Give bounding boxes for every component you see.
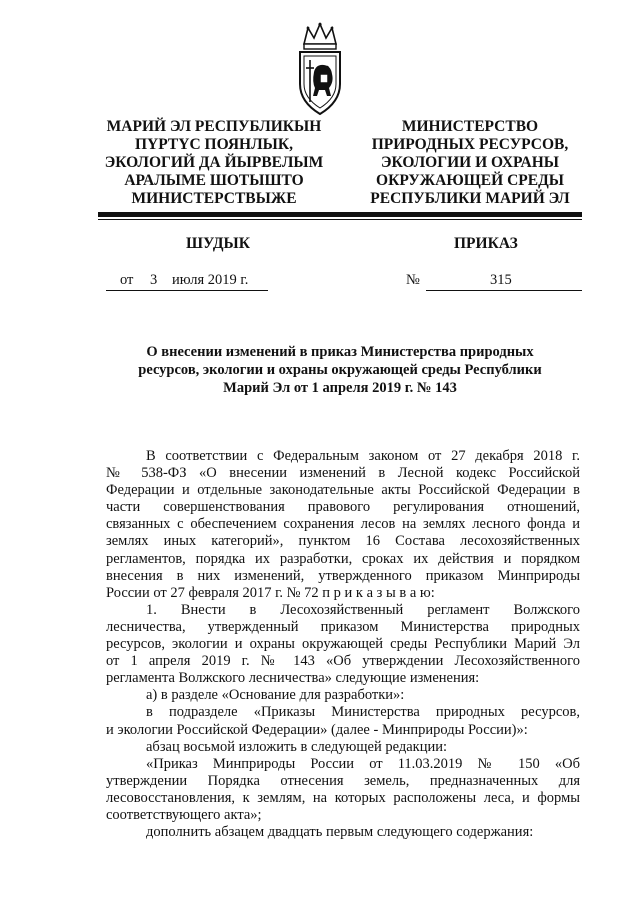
body-line: дополнить абзацем двадцать первым следующего содержания: <box>146 824 534 841</box>
header-divider-thin <box>98 219 582 220</box>
order-number <box>406 272 582 291</box>
body-line: 1. Внести в Лесохозяйственный регламент Волжского <box>146 601 580 618</box>
body-line: В соответствии с Федеральным законом от 27 декабря 2018 г. <box>146 448 580 464</box>
date-month-year: июля 2019 г. <box>172 272 249 288</box>
header-left-line: ПҮРТҮС ПОЯНЛЫК, <box>135 136 293 153</box>
body-line: ресурсов, экологии и охраны окружающей среды Республики Марий Эл <box>106 636 580 653</box>
body-line: регламентов, порядка их разработки, сроках их действия и порядком <box>106 550 580 567</box>
body-line: внесения в них изменений, утвержденного приказом Минприроды <box>106 567 580 584</box>
doc-type-russian: ПРИКАЗ <box>454 235 518 252</box>
body-line: лесничества, утвержденный приказом Министерства природных <box>106 618 580 635</box>
header-left-line: МАРИЙ ЭЛ РЕСПУБЛИКЫН <box>106 118 322 135</box>
header-left-line: АРАЛЫМЕ ШОТЫШТО <box>124 172 304 189</box>
header-left-line: ЭКОЛОГИЙ ДА ЙЫРВЕЛЫМ <box>104 154 324 171</box>
body-line: землях иных категорий», пунктом 16 Состава лесохозяйственных <box>106 533 580 550</box>
header-right-ministry-name <box>354 118 586 208</box>
body-line: утверждении Порядка отнесения земель, предназначенных для <box>106 772 580 789</box>
coat-of-arms-icon <box>294 22 346 118</box>
order-body <box>106 448 580 841</box>
order-date <box>106 272 268 291</box>
body-line: от 1 апреля 2019 г. № 143 «Об утверждении Лесохозяйственного <box>106 653 580 670</box>
body-line: части совершенствования правового регулирования отношений, <box>106 499 580 516</box>
title-line: Марий Эл от 1 апреля 2019 г. № 143 <box>223 380 457 396</box>
header-left-line: МИНИСТЕРСТВЫЖЕ <box>131 190 297 207</box>
header-right-line: ЭКОЛОГИИ И ОХРАНЫ <box>380 154 560 171</box>
body-line: а) в разделе «Основание для разработки»: <box>146 687 405 704</box>
title-line: О внесении изменений в приказ Министерства природных <box>146 344 534 360</box>
header-right-line: ОКРУЖАЮЩЕЙ СРЕДЫ <box>376 172 564 189</box>
body-line: регламента Волжского лесничества» следующие изменения: <box>106 670 480 687</box>
body-line: России от 27 февраля 2017 г. № 72 п р и к а з ы в а ю: <box>106 584 435 601</box>
body-line: связанных с обеспечением сохранения лесов на землях лесного фонда и <box>106 516 580 533</box>
header-right-line: РЕСПУБЛИКИ МАРИЙ ЭЛ <box>370 190 570 207</box>
number-value: 315 <box>490 272 512 288</box>
header-right-line: ПРИРОДНЫХ РЕСУРСОВ, <box>371 136 569 153</box>
body-line: Федерации и отдельные законодательные акты Российской Федерации в <box>106 482 580 499</box>
body-line: «Приказ Минприроды России от 11.03.2019 № 150 «Об <box>146 755 580 772</box>
header-left-ministry-name <box>98 118 330 208</box>
body-line: в подразделе «Приказы Министерства природных ресурсов, <box>146 704 580 721</box>
body-line: № 538-ФЗ «О внесении изменений в Лесной кодекс Российской <box>106 465 580 482</box>
title-line: ресурсов, экологии и охраны окружающей среды Республики <box>138 362 542 378</box>
body-line: абзац восьмой изложить в следующей редакции: <box>146 738 448 755</box>
number-sign: № <box>406 272 420 288</box>
doc-type-mari: ШУДЫК <box>186 235 250 252</box>
header-divider-thick <box>98 212 582 217</box>
date-day: 3 <box>150 272 158 288</box>
body-line: и экологии Российской Федерации» (далее - Минприроды России)»: <box>106 721 528 738</box>
body-line: лесовосстановления, к землям, на которых расположены леса, и формы <box>106 789 580 806</box>
order-title <box>110 343 570 397</box>
date-from-label: от <box>120 272 134 288</box>
header-right-line: МИНИСТЕРСТВО <box>401 118 539 135</box>
body-line: соответствующего акта»; <box>106 806 262 823</box>
